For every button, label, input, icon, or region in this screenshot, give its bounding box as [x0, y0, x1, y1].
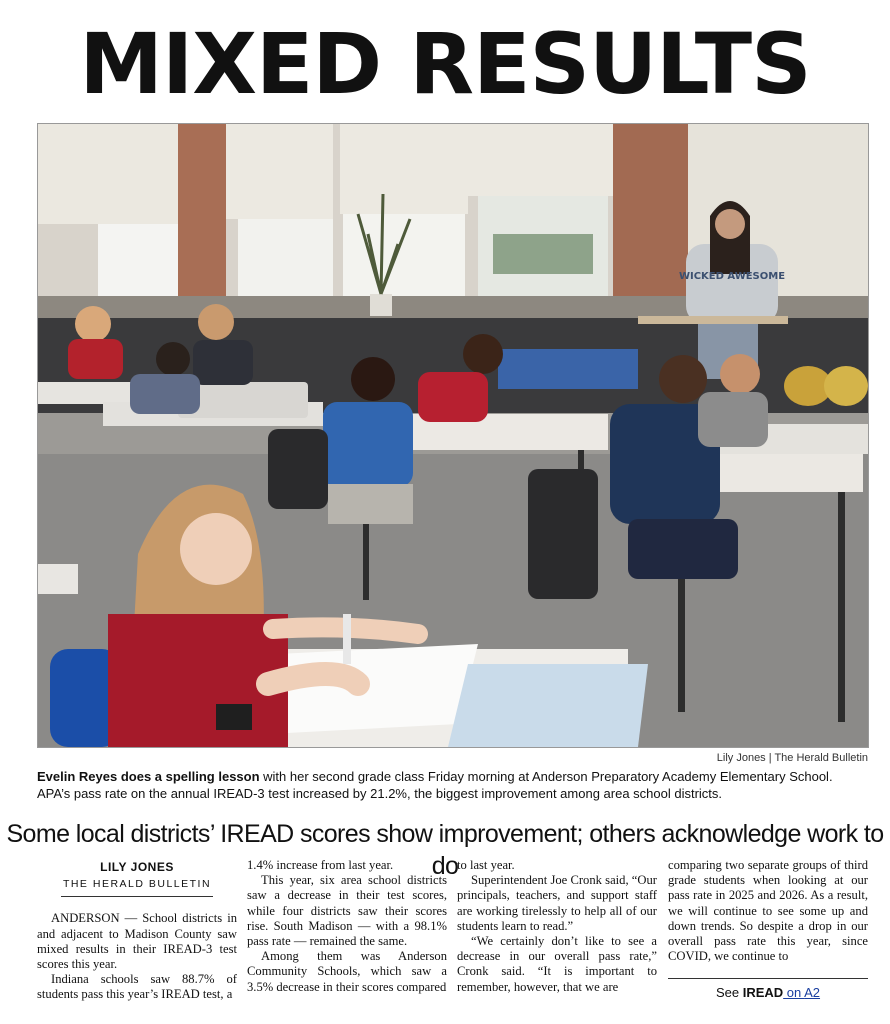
paragraph: ANDERSON — School districts in and adjacent to Madison County saw mixed results in their IREAD-3 test scores this year.: [37, 911, 237, 972]
paragraph: to last year.: [457, 858, 515, 872]
jump-on: on: [783, 985, 805, 1000]
byline-org: THE HERALD BULLETIN: [61, 877, 213, 897]
jump-page-link[interactable]: [783, 985, 820, 1000]
headline: MIXED RESULTS: [79, 15, 811, 113]
article-column-3: [457, 858, 657, 995]
jump-keyword: IREAD: [742, 985, 784, 1000]
classroom-illustration: [38, 124, 868, 747]
classroom-photo: [37, 123, 869, 748]
caption-text: with her second grade class Friday morning at Anderson Preparatory Academy Elementary School. APA’s pass rate on the annual IREAD-3 test increased by 21.2%, the biggest improvement among area school districts.: [37, 769, 833, 801]
jump-prefix: See: [715, 985, 743, 1000]
paragraph: Indiana schools saw 88.7% of students pass this year’s IREAD test, a: [37, 972, 237, 1002]
article-column-4: [668, 858, 868, 964]
caption-lead: Evelin Reyes does a spelling lesson: [37, 769, 260, 784]
paragraph: “We certainly don’t like to see a decrease in our overall pass rate,” Cronk said. “It is important to remember, however, that we are: [457, 934, 657, 994]
subheadline: Some local districts’ IREAD scores show improvement; others acknowledge work to do: [6, 820, 884, 880]
article-column-2: [247, 858, 447, 995]
paragraph: Superintendent Joe Cronk said, “Our principals, teachers, and support staff are working tirelessly to help all of our students learn to read.”: [457, 873, 657, 933]
paragraph: 1.4% increase from last year.: [247, 858, 394, 872]
photo-credit: Lily Jones | The Herald Bulletin: [716, 752, 868, 764]
paragraph: comparing two separate groups of third grade students when looking at our pass rate in 2025 and 2026. As a result, we will continue to see some up and down trends. So despite a drop in our overall pass rate this year, since COVID, we continue to: [668, 858, 868, 964]
paragraph: This year, six area school districts saw a decrease in their test scores, while four districts saw their scores rise. South Madison — with a 98.1% pass rate — remained the same.: [247, 873, 447, 949]
article-column-1: [37, 858, 237, 1003]
jump-line[interactable]: [668, 978, 868, 1000]
shirt-text: WICKED AWESOME: [678, 271, 786, 282]
photo-caption: [37, 768, 857, 802]
byline-author: LILY JONES: [100, 860, 174, 874]
paragraph: Among them was Anderson Community Schools, which saw a 3.5% decrease in their scores compared: [247, 949, 447, 994]
jump-page: A2: [804, 985, 821, 1000]
